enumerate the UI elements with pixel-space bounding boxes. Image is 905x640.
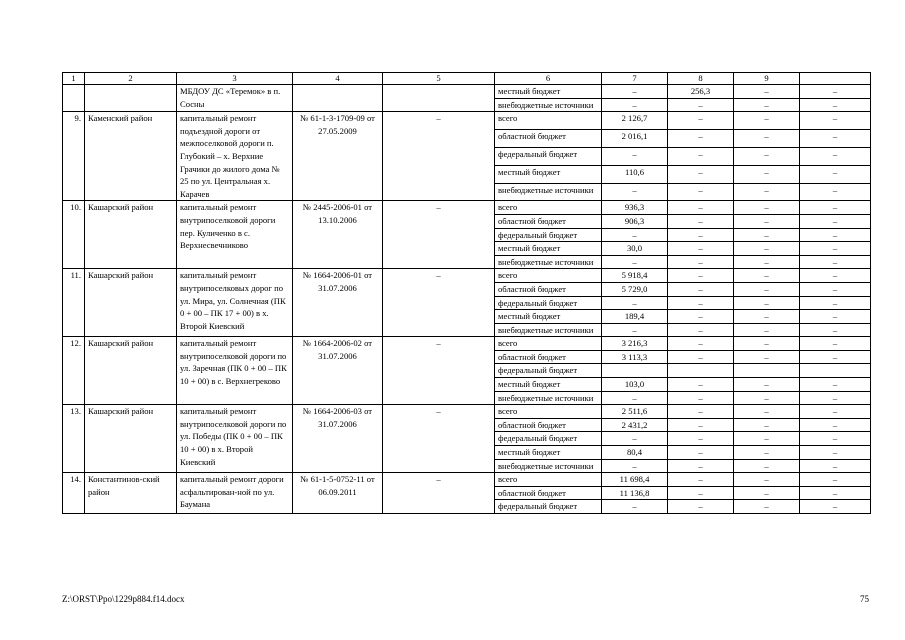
amount-col10: – bbox=[800, 165, 871, 183]
funding-source: всего bbox=[495, 112, 602, 130]
amount-col10: – bbox=[800, 228, 871, 242]
amount-col9: – bbox=[734, 112, 800, 130]
object-name: капитальный ремонт дороги асфальтирован-ной по ул. Баумана bbox=[177, 473, 293, 514]
funding-source: внебюджетные источники bbox=[495, 459, 602, 473]
amount-col7: – bbox=[602, 255, 668, 269]
amount-col8: 256,3 bbox=[668, 85, 734, 99]
district-name: Кашарский район bbox=[85, 201, 177, 269]
amount-col7: 110,6 bbox=[602, 165, 668, 183]
page-number: 75 bbox=[860, 594, 869, 604]
amount-col10: – bbox=[800, 418, 871, 432]
funding-source: федеральный бюджет bbox=[495, 364, 602, 378]
amount-col10: – bbox=[800, 147, 871, 165]
amount-col10: – bbox=[800, 130, 871, 148]
amount-col8: – bbox=[668, 296, 734, 310]
funding-source: федеральный бюджет bbox=[495, 432, 602, 446]
entry-number: 9. bbox=[63, 112, 85, 201]
funding-source: местный бюджет bbox=[495, 378, 602, 392]
project-doc: № 61-1-3-1709-09 от 27.05.2009 bbox=[293, 112, 383, 201]
amount-col7: 103,0 bbox=[602, 378, 668, 392]
amount-col8: – bbox=[668, 310, 734, 324]
amount-col9: – bbox=[734, 378, 800, 392]
amount-col10: – bbox=[800, 337, 871, 351]
amount-col9: – bbox=[734, 337, 800, 351]
district-name: Каменский район bbox=[85, 112, 177, 201]
col5-value: – bbox=[383, 112, 495, 201]
amount-col7: 11 698,4 bbox=[602, 473, 668, 487]
file-path: Z:\ORST\Ppo\1229p884.f14.docx bbox=[62, 594, 185, 604]
amount-col9: – bbox=[734, 500, 800, 514]
table-row bbox=[63, 269, 871, 283]
amount-col7: – bbox=[602, 391, 668, 405]
col5-value: – bbox=[383, 473, 495, 514]
funding-source: областной бюджет bbox=[495, 130, 602, 148]
col-9-header: 9 bbox=[734, 73, 800, 85]
funding-source: областной бюджет bbox=[495, 282, 602, 296]
district-name: Кашарский район bbox=[85, 337, 177, 405]
amount-col7: 3 216,3 bbox=[602, 337, 668, 351]
amount-col8: – bbox=[668, 391, 734, 405]
table-row bbox=[63, 337, 871, 351]
amount-col9: – bbox=[734, 391, 800, 405]
amount-col9: – bbox=[734, 255, 800, 269]
amount-col8: – bbox=[668, 98, 734, 112]
amount-col10: – bbox=[800, 214, 871, 228]
funding-source: местный бюджет bbox=[495, 242, 602, 256]
amount-col8: – bbox=[668, 255, 734, 269]
amount-col8: – bbox=[668, 405, 734, 419]
col5-value: – bbox=[383, 337, 495, 405]
amount-col7: – bbox=[602, 85, 668, 99]
amount-col7: 80,4 bbox=[602, 446, 668, 460]
project-doc: № 1664-2006-02 от 31.07.2006 bbox=[293, 337, 383, 405]
funding-source: внебюджетные источники bbox=[495, 255, 602, 269]
amount-col10: – bbox=[800, 446, 871, 460]
amount-col7: – bbox=[602, 147, 668, 165]
amount-col9: – bbox=[734, 242, 800, 256]
amount-col7: – bbox=[602, 500, 668, 514]
funding-source: федеральный бюджет bbox=[495, 228, 602, 242]
amount-col10: – bbox=[800, 269, 871, 283]
amount-col7: 2 511,6 bbox=[602, 405, 668, 419]
funding-source: местный бюджет bbox=[495, 85, 602, 99]
object-name: капитальный ремонт внутрипоселковой дороги пер. Куличенко в с. Верхнесвечниково bbox=[177, 201, 293, 269]
amount-col7: 2 126,7 bbox=[602, 112, 668, 130]
object-name: капитальный ремонт внутрипоселковых дорог по ул. Мира, ул. Солнечная (ПК 0 + 00 – ПК 17 + 00) в х. Второй Киевский bbox=[177, 269, 293, 337]
amount-col8: – bbox=[668, 500, 734, 514]
amount-col7: 3 113,3 bbox=[602, 350, 668, 364]
funding-source: областной бюджет bbox=[495, 486, 602, 500]
amount-col8: – bbox=[668, 228, 734, 242]
amount-col9: – bbox=[734, 473, 800, 487]
amount-col9: – bbox=[734, 350, 800, 364]
funding-source: федеральный бюджет bbox=[495, 147, 602, 165]
amount-col8: – bbox=[668, 350, 734, 364]
table-row bbox=[63, 85, 871, 99]
amount-col8: – bbox=[668, 165, 734, 183]
funding-source: внебюджетные источники bbox=[495, 98, 602, 112]
amount-col8 bbox=[668, 364, 734, 378]
table-row bbox=[63, 112, 871, 130]
object-name: МБДОУ ДС «Теремок» в п. Сосны bbox=[177, 85, 293, 112]
amount-col9: – bbox=[734, 85, 800, 99]
amount-col7: – bbox=[602, 98, 668, 112]
project-doc: № 1664-2006-01 от 31.07.2006 bbox=[293, 269, 383, 337]
amount-col9: – bbox=[734, 310, 800, 324]
amount-col8: – bbox=[668, 201, 734, 215]
col-8-header: 8 bbox=[668, 73, 734, 85]
amount-col9: – bbox=[734, 183, 800, 201]
amount-col10: – bbox=[800, 459, 871, 473]
col-1-header: 1 bbox=[63, 73, 85, 85]
funding-source: внебюджетные источники bbox=[495, 183, 602, 201]
amount-col8: – bbox=[668, 130, 734, 148]
amount-col8: – bbox=[668, 282, 734, 296]
col-6-header: 6 bbox=[495, 73, 602, 85]
funding-source: всего bbox=[495, 337, 602, 351]
amount-col10: – bbox=[800, 391, 871, 405]
amount-col7: 2 016,1 bbox=[602, 130, 668, 148]
col5-value: – bbox=[383, 201, 495, 269]
amount-col10: – bbox=[800, 282, 871, 296]
amount-col10: – bbox=[800, 486, 871, 500]
amount-col9: – bbox=[734, 147, 800, 165]
column-number-row bbox=[63, 73, 871, 85]
funding-source: областной бюджет bbox=[495, 418, 602, 432]
entry-number: 14. bbox=[63, 473, 85, 514]
amount-col7: 2 431,2 bbox=[602, 418, 668, 432]
amount-col9: – bbox=[734, 418, 800, 432]
amount-col10: – bbox=[800, 323, 871, 337]
amount-col7: – bbox=[602, 432, 668, 446]
amount-col7: 936,3 bbox=[602, 201, 668, 215]
amount-col9 bbox=[734, 364, 800, 378]
funding-source: всего bbox=[495, 405, 602, 419]
amount-col10: – bbox=[800, 98, 871, 112]
amount-col7: – bbox=[602, 459, 668, 473]
amount-col10: – bbox=[800, 310, 871, 324]
amount-col8: – bbox=[668, 473, 734, 487]
funding-source: всего bbox=[495, 201, 602, 215]
amount-col8: – bbox=[668, 323, 734, 337]
amount-col10: – bbox=[800, 405, 871, 419]
district-name bbox=[85, 85, 177, 112]
funding-source: всего bbox=[495, 473, 602, 487]
amount-col8: – bbox=[668, 147, 734, 165]
amount-col7: 5 729,0 bbox=[602, 282, 668, 296]
amount-col8: – bbox=[668, 459, 734, 473]
amount-col8: – bbox=[668, 214, 734, 228]
funding-source: местный бюджет bbox=[495, 165, 602, 183]
amount-col10: – bbox=[800, 378, 871, 392]
amount-col7: – bbox=[602, 323, 668, 337]
amount-col7: 906,3 bbox=[602, 214, 668, 228]
funding-source: областной бюджет bbox=[495, 214, 602, 228]
amount-col8: – bbox=[668, 183, 734, 201]
amount-col9: – bbox=[734, 214, 800, 228]
amount-col8: – bbox=[668, 242, 734, 256]
amount-col10 bbox=[800, 364, 871, 378]
amount-col10: – bbox=[800, 85, 871, 99]
amount-col7: – bbox=[602, 296, 668, 310]
amount-col9: – bbox=[734, 98, 800, 112]
table-row bbox=[63, 405, 871, 419]
col5-value bbox=[383, 85, 495, 112]
amount-col9: – bbox=[734, 446, 800, 460]
amount-col7: 5 918,4 bbox=[602, 269, 668, 283]
col5-value: – bbox=[383, 405, 495, 473]
project-doc: № 61-1-5-0752-11 от 06.09.2011 bbox=[293, 473, 383, 514]
amount-col8: – bbox=[668, 378, 734, 392]
amount-col9: – bbox=[734, 269, 800, 283]
funding-source: внебюджетные источники bbox=[495, 391, 602, 405]
funding-source: местный бюджет bbox=[495, 310, 602, 324]
amount-col9: – bbox=[734, 432, 800, 446]
amount-col10: – bbox=[800, 183, 871, 201]
funding-source: местный бюджет bbox=[495, 446, 602, 460]
amount-col9: – bbox=[734, 201, 800, 215]
table-row bbox=[63, 201, 871, 215]
amount-col10: – bbox=[800, 255, 871, 269]
amount-col10: – bbox=[800, 473, 871, 487]
funding-table bbox=[62, 72, 871, 514]
amount-col10: – bbox=[800, 432, 871, 446]
amount-col8: – bbox=[668, 432, 734, 446]
amount-col9: – bbox=[734, 405, 800, 419]
entry-number: 10. bbox=[63, 201, 85, 269]
object-name: капитальный ремонт подъездной дороги от межпоселковой дороги п. Глубокий – х. Верхние Грачики до жилого дома № 25 по ул. Центральная х. Карачев bbox=[177, 112, 293, 201]
table-row bbox=[63, 473, 871, 487]
entry-number: 11. bbox=[63, 269, 85, 337]
amount-col10: – bbox=[800, 112, 871, 130]
amount-col8: – bbox=[668, 112, 734, 130]
project-doc: № 1664-2006-03 от 31.07.2006 bbox=[293, 405, 383, 473]
col-10-header bbox=[800, 73, 871, 85]
amount-col7: 11 136,8 bbox=[602, 486, 668, 500]
object-name: капитальный ремонт внутрипоселковой дороги по ул. Заречная (ПК 0 + 00 – ПК 10 + 00) в с. Верхнегреково bbox=[177, 337, 293, 405]
amount-col9: – bbox=[734, 459, 800, 473]
amount-col8: – bbox=[668, 337, 734, 351]
amount-col9: – bbox=[734, 130, 800, 148]
col-3-header: 3 bbox=[177, 73, 293, 85]
amount-col9: – bbox=[734, 228, 800, 242]
amount-col8: – bbox=[668, 418, 734, 432]
amount-col9: – bbox=[734, 282, 800, 296]
amount-col7 bbox=[602, 364, 668, 378]
amount-col10: – bbox=[800, 296, 871, 310]
amount-col9: – bbox=[734, 296, 800, 310]
amount-col8: – bbox=[668, 486, 734, 500]
project-doc bbox=[293, 85, 383, 112]
amount-col8: – bbox=[668, 269, 734, 283]
amount-col9: – bbox=[734, 486, 800, 500]
funding-source: федеральный бюджет bbox=[495, 500, 602, 514]
project-doc: № 2445-2006-01 от 13.10.2006 bbox=[293, 201, 383, 269]
funding-source: внебюджетные источники bbox=[495, 323, 602, 337]
funding-source: всего bbox=[495, 269, 602, 283]
district-name: Константинов-ский район bbox=[85, 473, 177, 514]
col5-value: – bbox=[383, 269, 495, 337]
amount-col9: – bbox=[734, 323, 800, 337]
amount-col10: – bbox=[800, 500, 871, 514]
col-7-header: 7 bbox=[602, 73, 668, 85]
amount-col8: – bbox=[668, 446, 734, 460]
amount-col10: – bbox=[800, 242, 871, 256]
object-name: капитальный ремонт внутрипоселковой дороги по ул. Победы (ПК 0 + 00 – ПК 10 + 00) в х. Второй Киевский bbox=[177, 405, 293, 473]
funding-source: федеральный бюджет bbox=[495, 296, 602, 310]
col-4-header: 4 bbox=[293, 73, 383, 85]
amount-col9: – bbox=[734, 165, 800, 183]
amount-col7: – bbox=[602, 183, 668, 201]
funding-source: областной бюджет bbox=[495, 350, 602, 364]
amount-col7: 189,4 bbox=[602, 310, 668, 324]
entry-number bbox=[63, 85, 85, 112]
entry-number: 13. bbox=[63, 405, 85, 473]
district-name: Кашарский район bbox=[85, 269, 177, 337]
col-2-header: 2 bbox=[85, 73, 177, 85]
amount-col10: – bbox=[800, 201, 871, 215]
amount-col7: – bbox=[602, 228, 668, 242]
amount-col7: 30,0 bbox=[602, 242, 668, 256]
col-5-header: 5 bbox=[383, 73, 495, 85]
entry-number: 12. bbox=[63, 337, 85, 405]
district-name: Кашарский район bbox=[85, 405, 177, 473]
amount-col10: – bbox=[800, 350, 871, 364]
